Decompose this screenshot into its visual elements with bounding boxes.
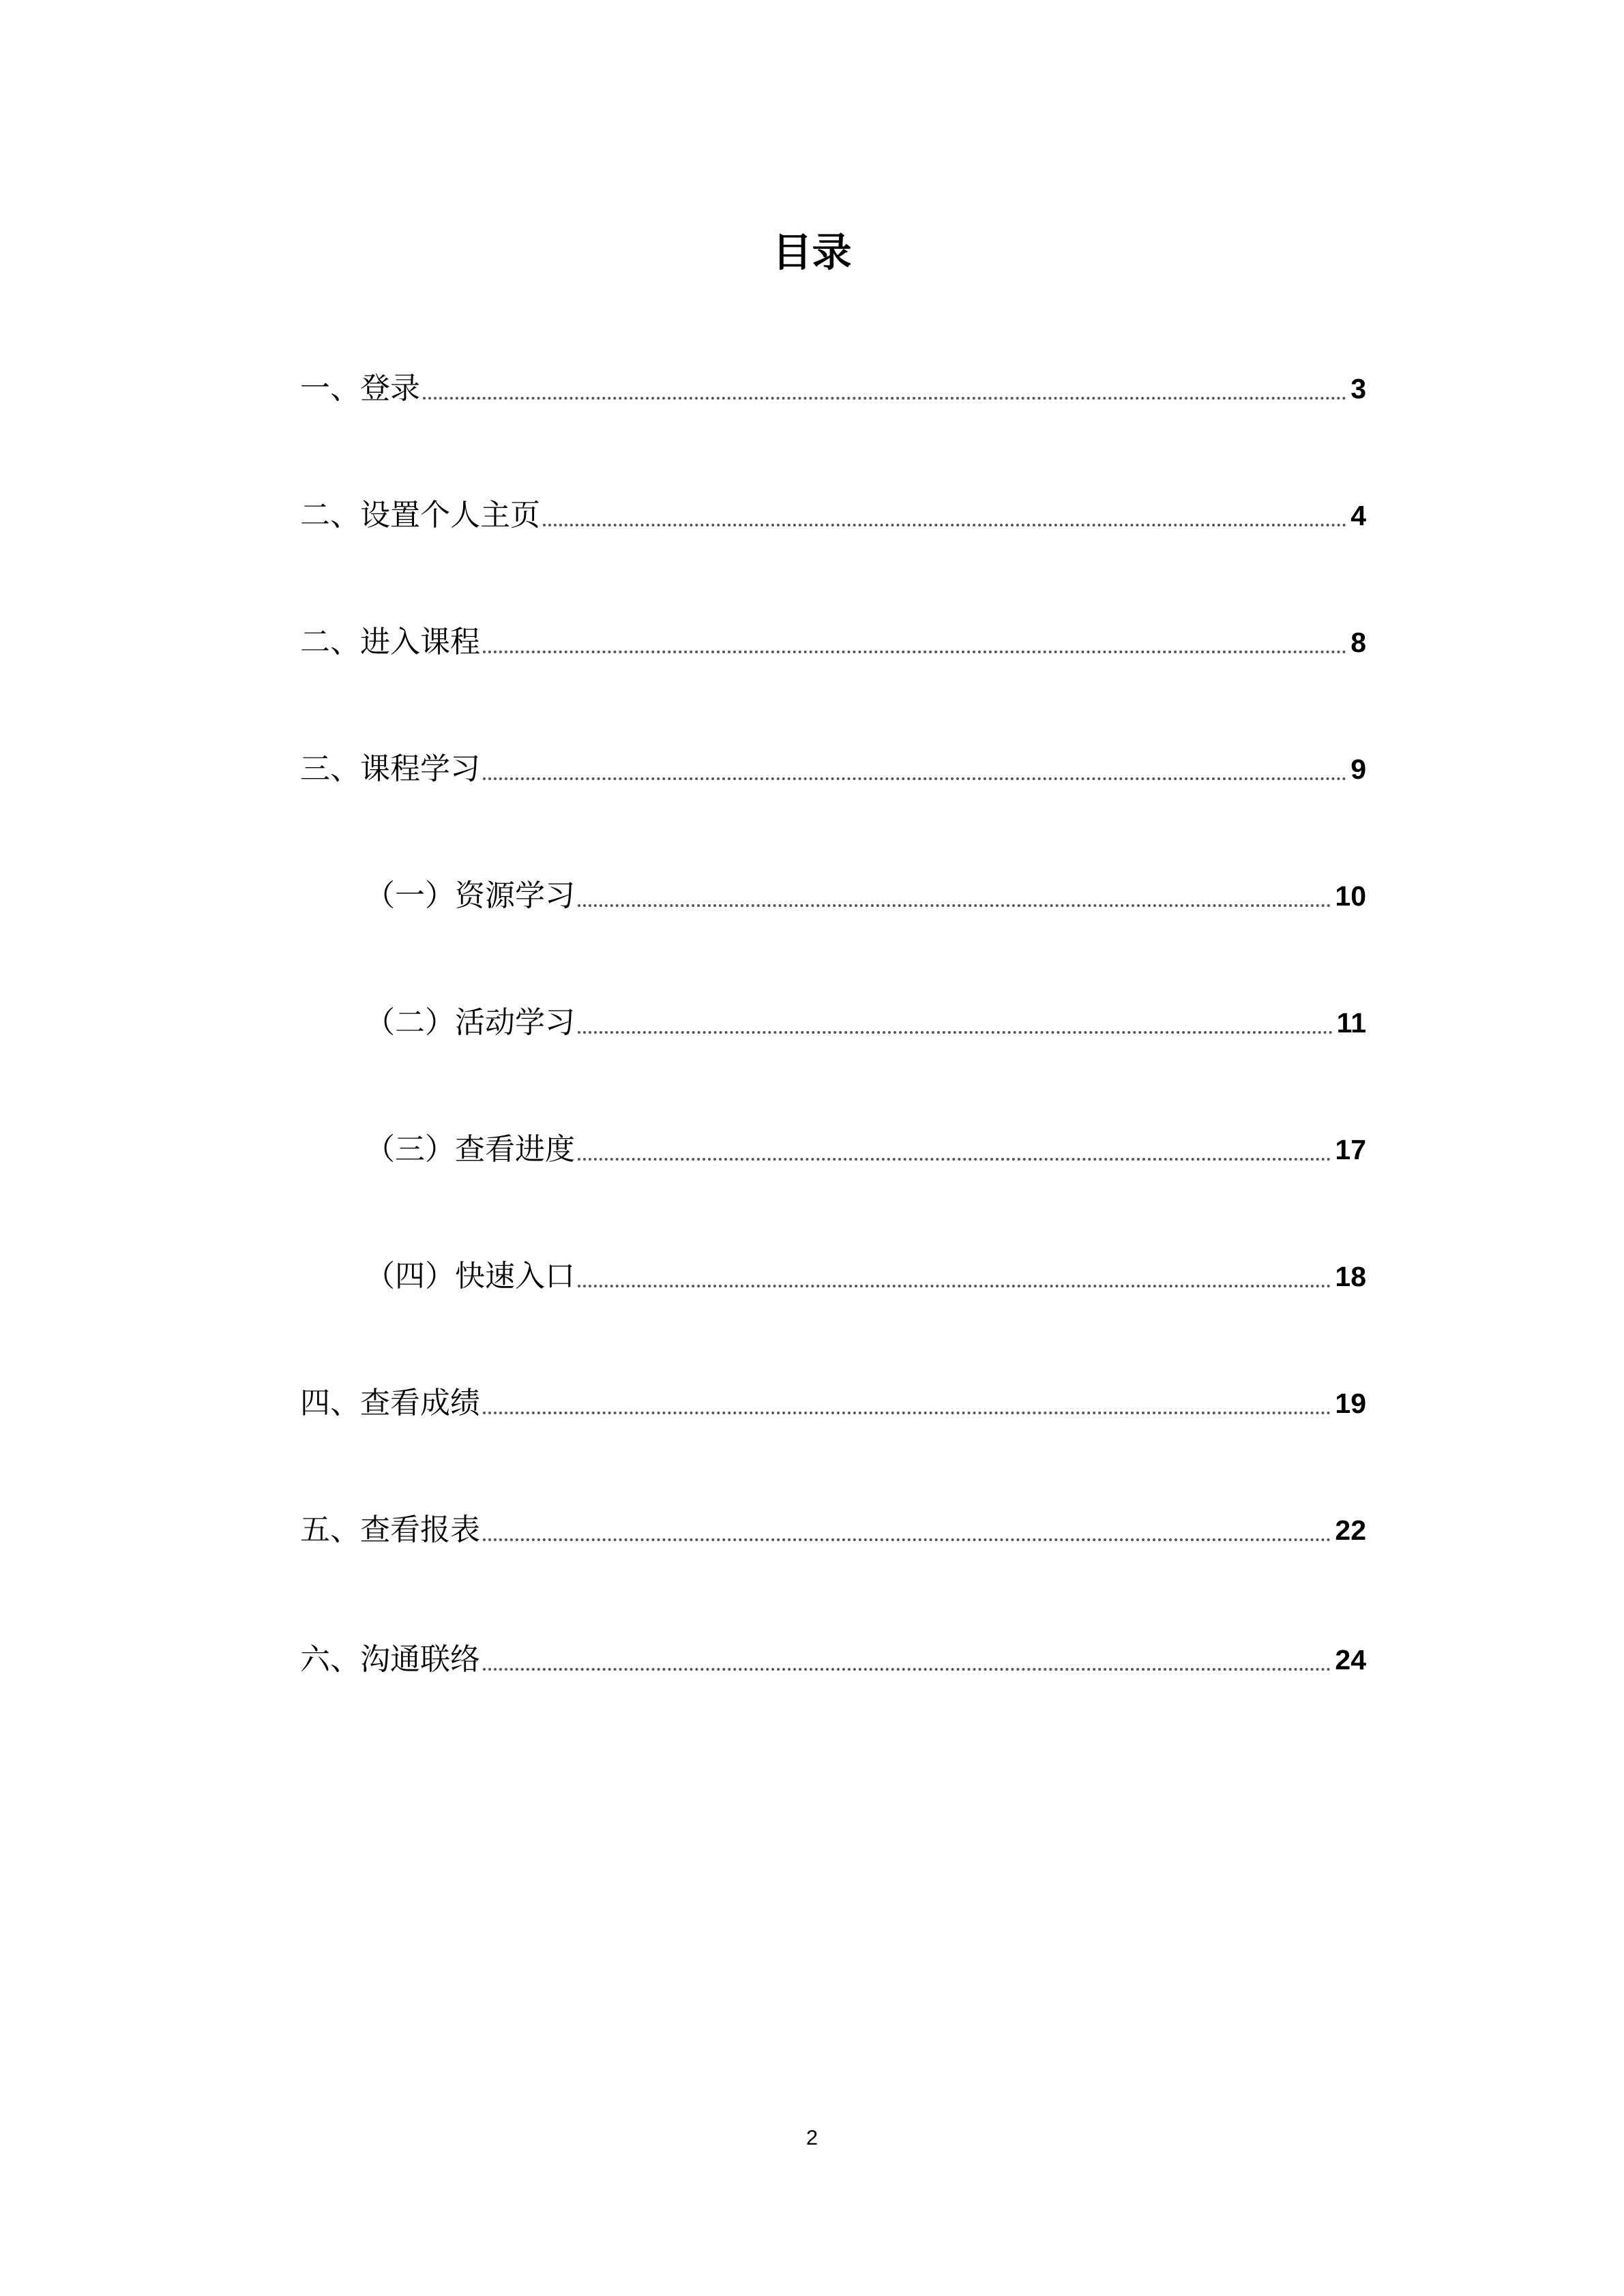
dot-leader [483,1668,1331,1671]
toc-entry-label: 六、沟通联络 [300,1642,480,1677]
toc-entry-label: 三、课程学习 [300,751,480,786]
toc-entry-label: （四）快速入口 [365,1259,575,1294]
toc-entry-page: 9 [1350,754,1366,785]
dot-leader [578,904,1331,907]
toc-entry-page: 4 [1350,500,1366,531]
toc-title: 目录 [772,229,852,275]
toc-entry-page: 11 [1336,1007,1366,1039]
dot-leader [578,1285,1331,1287]
toc-entry-page: 24 [1335,1644,1366,1675]
toc-entry-page: 3 [1350,373,1366,404]
toc-entry-label: 四、查看成绩 [300,1386,480,1420]
toc-entry-label: 二、进入课程 [300,625,480,659]
toc-entry-page: 18 [1335,1261,1366,1292]
toc-entry-quick-entry[interactable] [365,1249,1366,1297]
toc-entry-enter-course[interactable] [300,615,1366,663]
toc-entry-view-grades[interactable] [300,1376,1366,1424]
dot-leader [483,1538,1331,1541]
dot-leader [578,1031,1333,1034]
toc-entry-label: （一）资源学习 [365,878,575,913]
dot-leader [483,651,1346,653]
dot-leader [543,524,1346,526]
toc-entry-resource-study[interactable] [365,869,1366,916]
dot-leader [578,1158,1331,1161]
toc-entry-login[interactable] [300,361,1366,409]
toc-entry-communication[interactable] [300,1632,1366,1680]
toc-entry-course-study[interactable] [300,742,1366,790]
toc-entry-page: 17 [1335,1134,1366,1165]
toc-entry-view-reports[interactable] [300,1503,1366,1551]
dot-leader [483,1412,1331,1414]
page-number: 2 [806,2126,818,2149]
toc-entry-label: 五、查看报表 [300,1512,480,1547]
dot-leader [483,777,1346,780]
toc-entry-label: 二、设置个人主页 [300,498,540,533]
toc-entry-label: （三）查看进度 [365,1132,575,1167]
dot-leader [423,397,1346,400]
toc-entry-label: （二）活动学习 [365,1005,575,1040]
toc-entry-page: 22 [1335,1515,1366,1546]
toc-entry-page: 10 [1335,880,1366,912]
toc-entry-activity-study[interactable] [365,996,1366,1043]
toc-entry-label: 一、登录 [300,371,420,406]
toc-entry-page: 19 [1335,1388,1366,1419]
toc-entry-profile[interactable] [300,488,1366,536]
toc-entry-page: 8 [1350,627,1366,658]
toc-entry-view-progress[interactable] [365,1122,1366,1170]
